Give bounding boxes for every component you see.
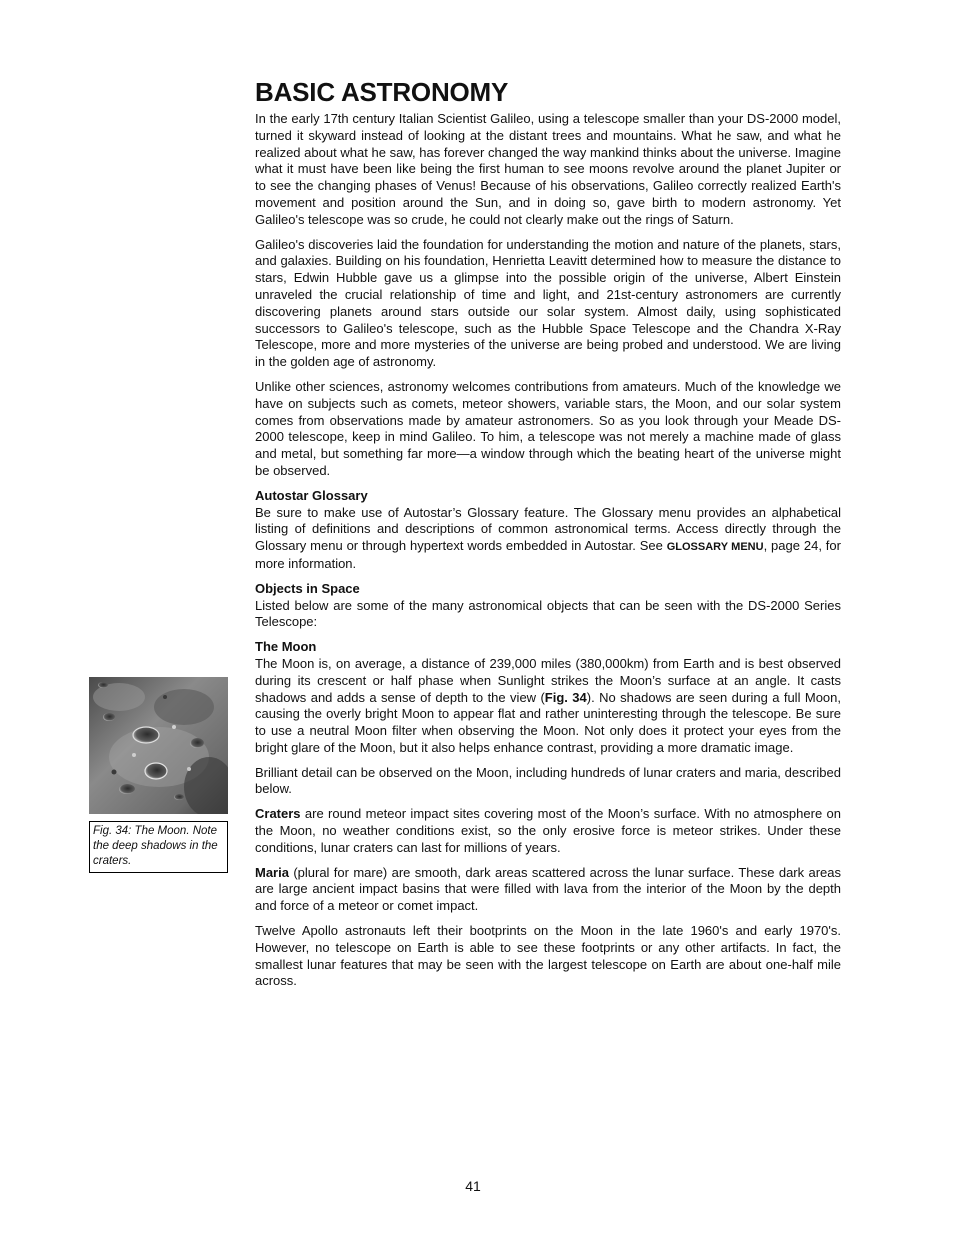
intro-paragraph-1: In the early 17th century Italian Scientist Galileo, using a telescope smaller than your DS-2000 model, turned it skyward instead of looking at the distant trees and mountains. What he saw, and what he realized about what he saw, has forever changed the way mankind thinks about the universe. Imagine what it must have been like being the first human to see moons revolve around the planet Jupiter or to see the changing phases of Venus! Because of his observations, Galileo correctly realized Earth's movement and position around the Sun, and in doing so, gave birth to modern astronomy. Yet Galileo's telescope was so crude, he could not clearly make out the rings of Saturn.: [255, 111, 841, 227]
moon-text-end: ). No shadows are seen during a full Moon, causing the overly bright Moon to appear flat and rather uninteresting through the telescope. Be sure to use a neutral Moon filter when observing the Moon. Not only does it protect your eyes from the bright glare of the Moon, but it also helps enhance contrast, providing a more dramatic image.: [255, 689, 841, 755]
intro-paragraph-2: Galileo's discoveries laid the foundation for understanding the motion and nature of the planets, stars, and galaxies. Building on his foundation, Henrietta Leavitt determined how to measure the distance to stars, Edwin Hubble gave us a glimpse into the possible origin of the universe, Albert Einstein unraveled the crucial relationship of time and light, and 21st-century astronomers are currently discovering planets around stars outside our solar system. Almost daily, using sophisticated successors to Galileo's telescope, such as the Hubble Space Telescope and the Chandra X-Ray Telescope, more and more mysteries of the universe are being probed and understood. We are living in the golden age of astronomy.: [255, 236, 841, 370]
craters-term: Craters: [255, 806, 301, 822]
moon-heading: The Moon: [255, 639, 317, 655]
maria-text: (plural for mare) are smooth, dark areas scattered across the lunar surface. These dark areas are large ancient impact basins that were filled with lava from the interior of the Moon by the depth and force of a meteor or comet impact.: [255, 864, 841, 914]
maria-term: Maria: [255, 864, 289, 880]
moon-photo: [89, 677, 228, 814]
maria-paragraph: [255, 865, 841, 915]
objects-section: [255, 581, 841, 631]
moon-text: The Moon is, on average, a distance of 239,000 miles (380,000km) from Earth and is best observed during its crescent or half phase when Sunlight strikes the Moon’s surface at an angle. It casts shadows and adds a sense of depth to the view (: [255, 655, 841, 705]
apollo-paragraph: Twelve Apollo astronauts left their bootprints on the Moon in the late 1960's and early 1970's. However, no telescope on Earth is able to see these footprints or any other artifacts. In fact, the smallest lunar features that may be seen with the largest telescope on Earth are about one-half mile across.: [255, 923, 841, 989]
intro-paragraph-3: Unlike other sciences, astronomy welcomes contributions from amateurs. Much of the knowledge we have on subjects such as comets, meteor showers, variable stars, the Moon, and our solar system comes from observations made by amateur astronomers. So as you look through your Meade DS-2000 telescope, keep in mind Galileo. To him, a telescope was not merely a machine made of glass and metal, but something far more—a window through which the beating heart of the universe might be observed.: [255, 378, 841, 478]
objects-heading: Objects in Space: [255, 580, 360, 596]
glossary-menu-ref: GLOSSARY MENU: [666, 541, 764, 554]
glossary-heading: Autostar Glossary: [255, 487, 368, 503]
moon-detail-paragraph: Brilliant detail can be observed on the Moon, including hundreds of lunar craters and maria, described below.: [255, 764, 841, 797]
main-content: [255, 76, 841, 998]
figure-caption: Fig. 34: The Moon. Note the deep shadows in the craters.: [89, 821, 228, 873]
craters-paragraph: [255, 806, 841, 856]
figure-34: [89, 677, 228, 873]
moon-section: [255, 639, 841, 757]
fig-34-ref: Fig. 34: [544, 689, 587, 705]
glossary-text: Be sure to make use of Autostar’s Glossary feature. The Glossary menu provides an alphabetical listing of definitions and descriptions of common astronomical terms. Access directly through the Glossary menu or through hypertext words embedded in Autostar. See: [255, 504, 841, 554]
glossary-section: [255, 488, 841, 573]
glossary-text-end: , page 24, for more information.: [255, 538, 841, 571]
page-number: 41: [465, 1178, 481, 1194]
objects-text: Listed below are some of the many astronomical objects that can be seen with the DS-2000 Series Telescope:: [255, 597, 841, 630]
craters-text: are round meteor impact sites covering most of the Moon’s surface. With no atmosphere on the Moon, no weather conditions exist, so the only erosive force is meteor strikes. Under these conditions, lunar craters can last for millions of years.: [255, 806, 841, 855]
page-title: BASIC ASTRONOMY: [255, 77, 509, 107]
